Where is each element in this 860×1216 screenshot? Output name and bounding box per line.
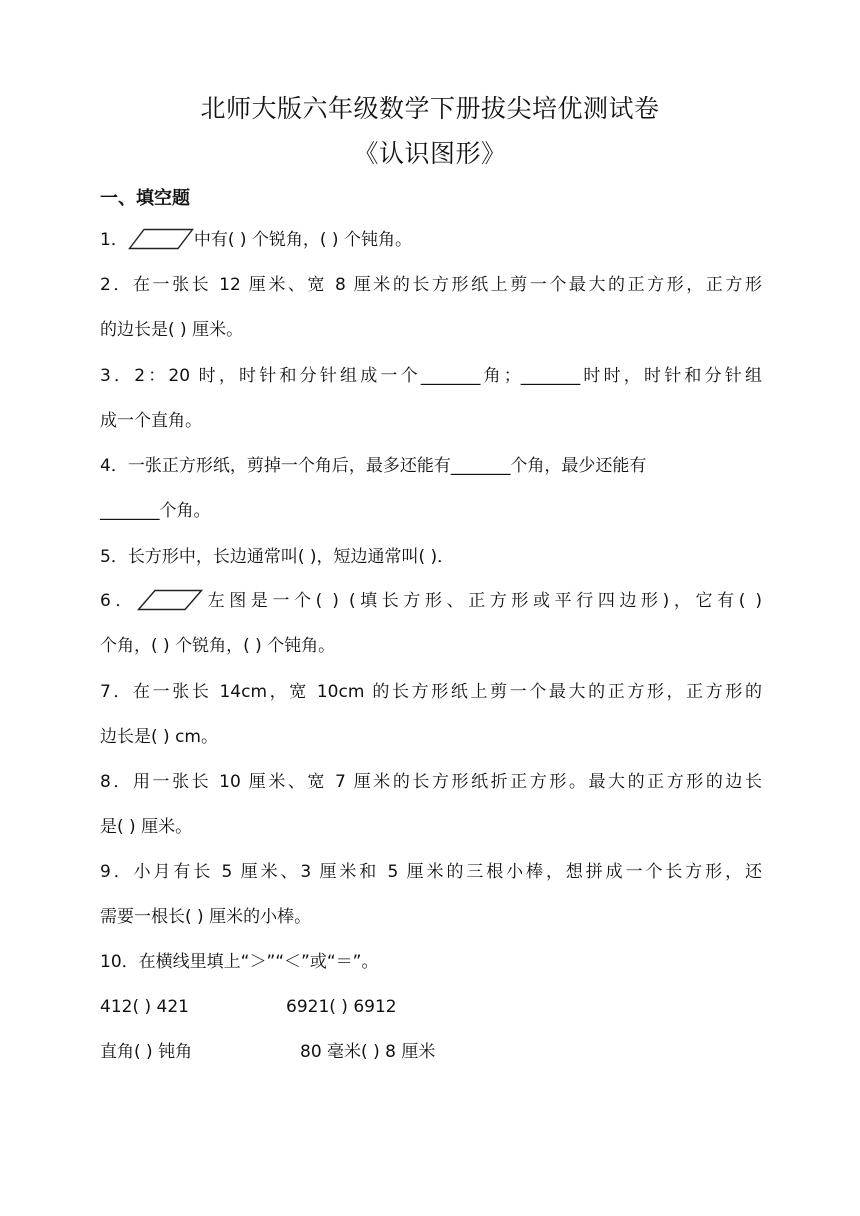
question-1 [100,228,412,257]
question-6-text: 左图是一个( ) (填长方形、正方形或平行四边形)，它有( ) [203,591,762,611]
question-9-line-1: 9．小月有长 5 厘米、3 厘米和 5 厘米的三根小棒，想拼成一个长方形，还 [100,862,762,882]
parallelogram-icon [137,589,203,618]
question-10: 10．在横线里填上“＞”“＜”或“＝”。 [100,952,379,972]
question-6-number: 6． [100,591,138,611]
question-3-line-1: 3．2：20 时，时针和分针组成一个_______角；_______时时，时针和分针组 [100,366,762,386]
parallelogram-icon [128,228,194,257]
compare-item: 6921( ) 6912 [286,997,397,1017]
question-2-line-2: 的边长是( ) 厘米。 [100,320,244,340]
question-7-line-2: 边长是( ) cm。 [100,727,218,747]
compare-item: 80 毫米( ) 8 厘米 [300,1042,436,1062]
question-4-line-1: 4．一张正方形纸，剪掉一个角后，最多还能有_______个角，最少还能有 [100,456,647,476]
question-8-line-2: 是( ) 厘米。 [100,817,193,837]
question-8-line-1: 8．用一张长 10 厘米、宽 7 厘米的长方形纸折正方形。最大的正方形的边长 [100,772,762,792]
worksheet-title: 北师大版六年级数学下册拔尖培优测试卷 [200,94,660,123]
question-6-line-2: 个角，( ) 个锐角，( ) 个钝角。 [100,636,336,656]
question-7-line-1: 7．在一张长 14cm，宽 10cm 的长方形纸上剪一个最大的正方形，正方形的 [100,682,762,702]
question-1-text: 中有( ) 个锐角，( ) 个钝角。 [193,230,412,250]
worksheet-subtitle: 《认识图形》 [353,139,507,168]
question-9-line-2: 需要一根长( ) 厘米的小棒。 [100,907,312,927]
compare-item: 直角( ) 钝角 [100,1042,193,1062]
section-heading: 一、填空题 [100,188,190,209]
question-4-line-2: _______个角。 [100,501,211,521]
question-6-line-1 [100,589,762,618]
question-2-line-1: 2．在一张长 12 厘米、宽 8 厘米的长方形纸上剪一个最大的正方形，正方形 [100,275,762,295]
question-1-number: 1． [100,230,128,250]
compare-item: 412( ) 421 [100,997,189,1017]
question-5: 5．长方形中，长边通常叫( )，短边通常叫( )． [100,547,455,567]
question-3-line-2: 成一个直角。 [100,411,202,431]
